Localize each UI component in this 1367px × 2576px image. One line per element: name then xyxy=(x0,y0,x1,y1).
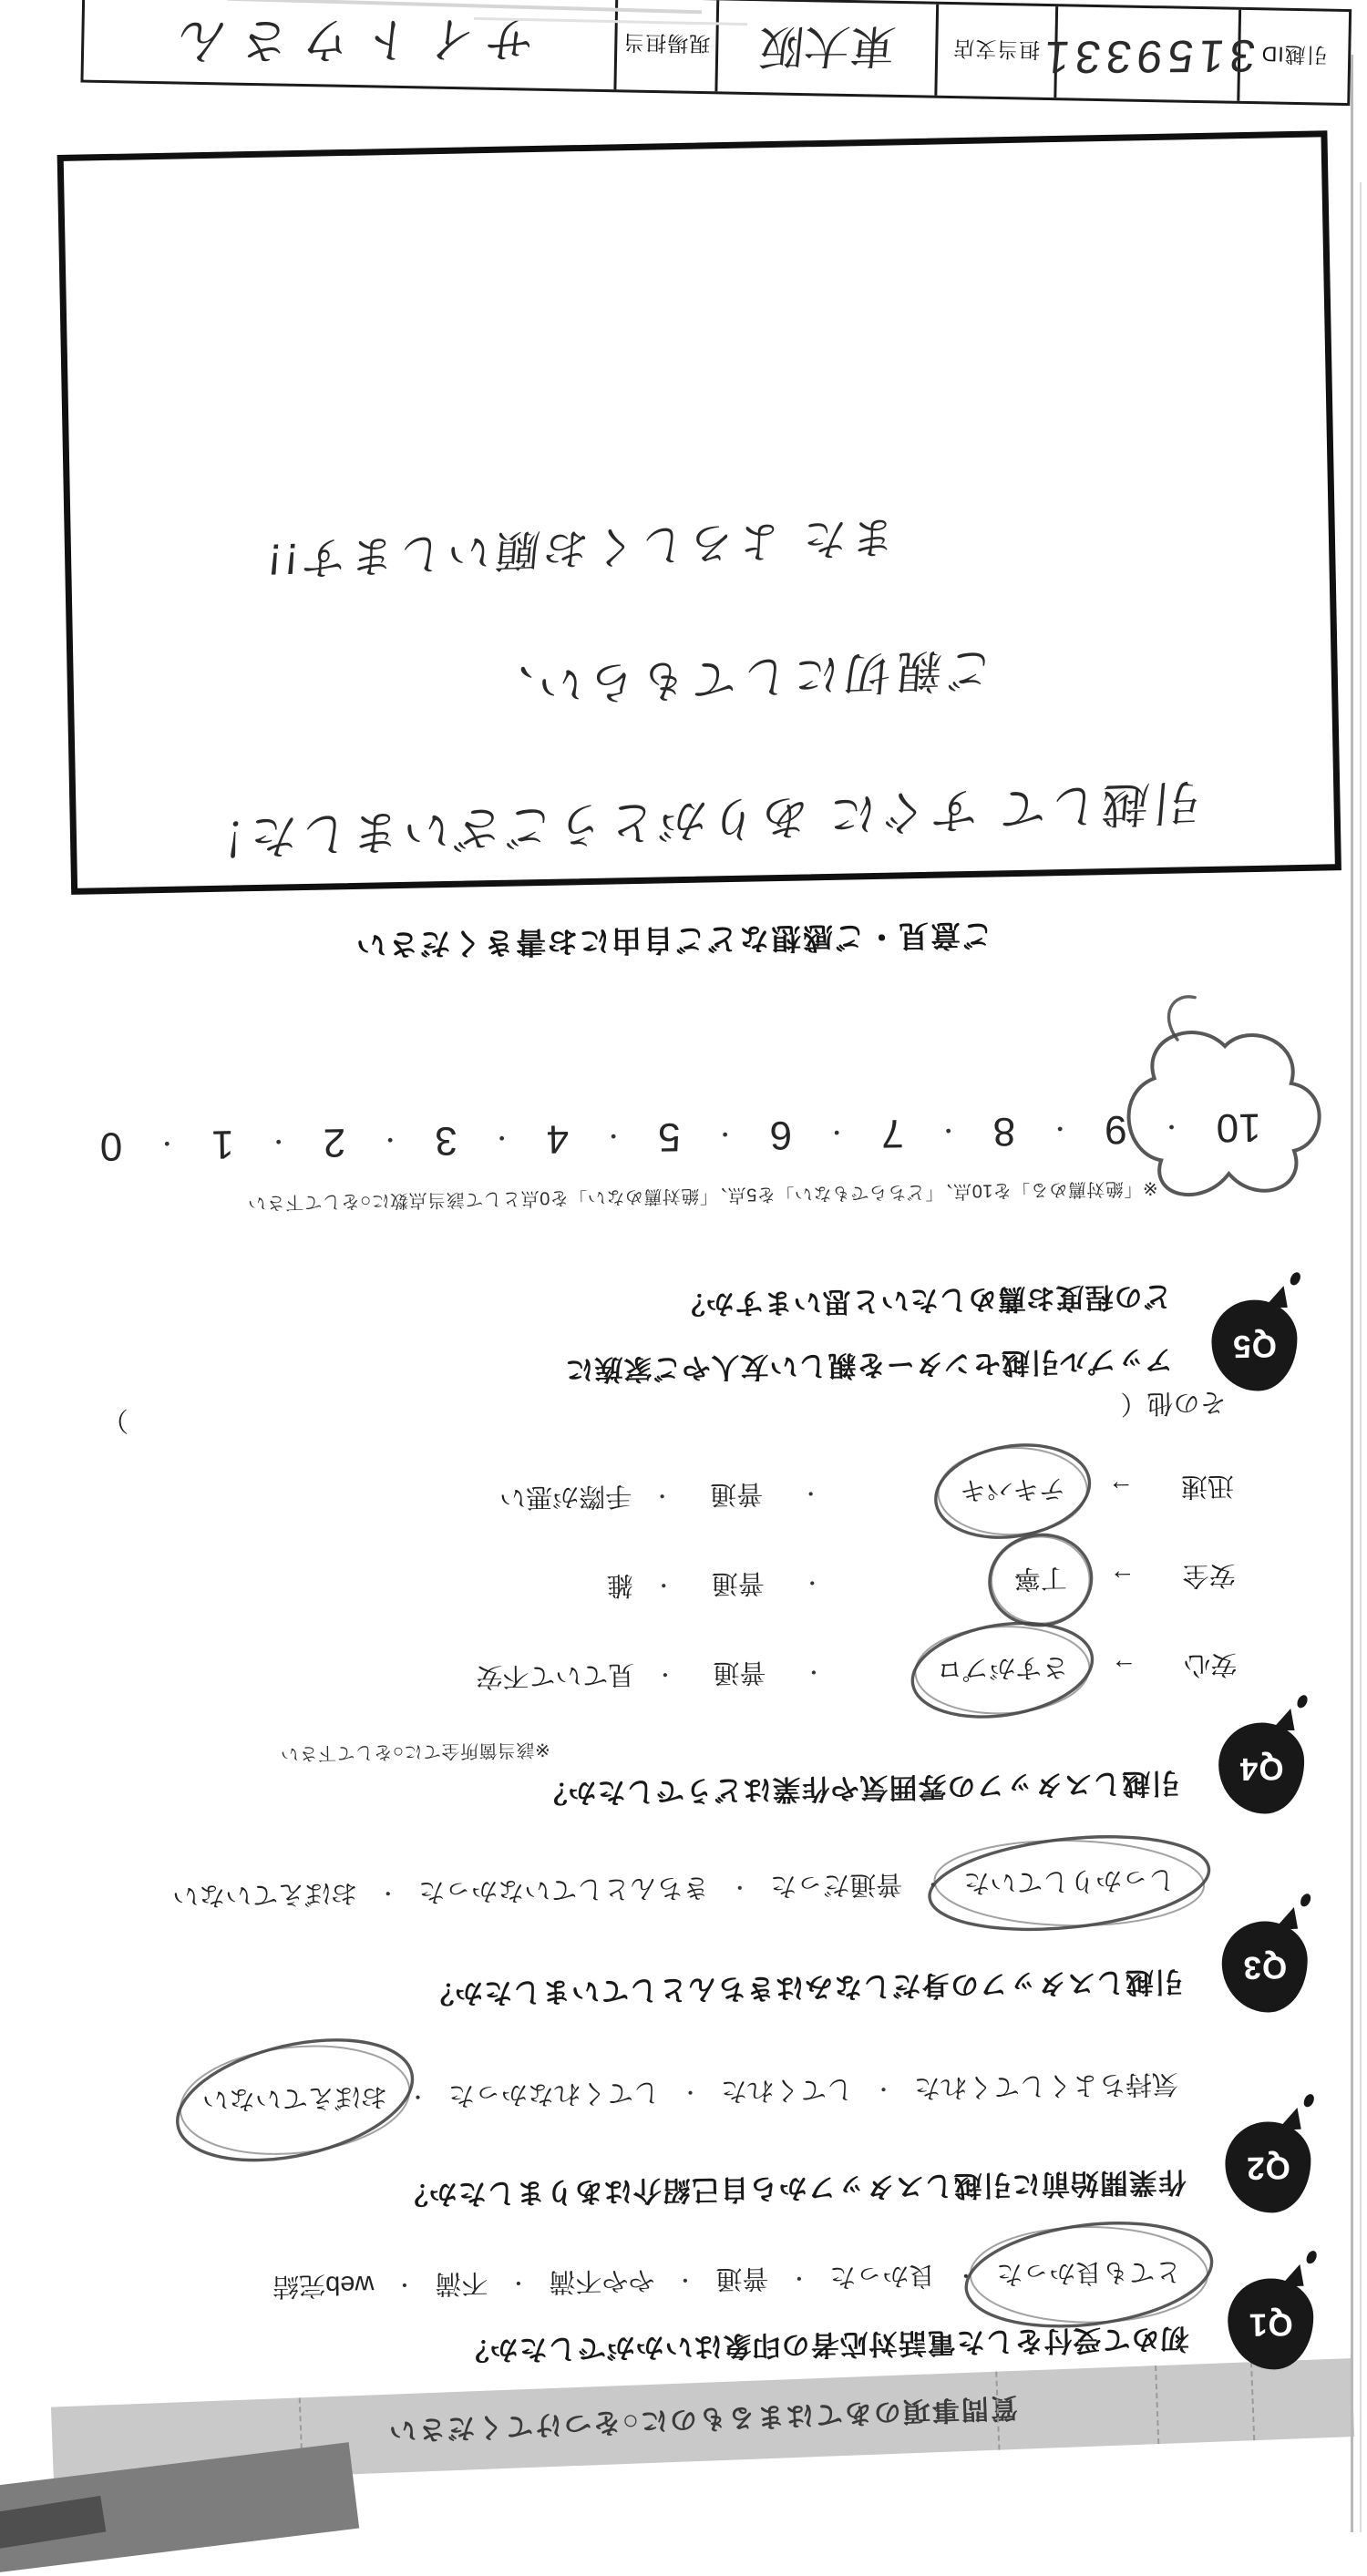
option-separator: ・ xyxy=(788,2265,810,2291)
scale-point: 2 xyxy=(323,1120,346,1165)
pen-circle-mark xyxy=(986,1532,1095,1629)
option: おぼえていない xyxy=(196,2077,395,2123)
q3-badge-icon xyxy=(1221,1921,1309,2014)
scale-separator: ・ xyxy=(713,1120,737,1148)
q-badge-dot-icon xyxy=(1304,2249,1319,2265)
scale-separator: ・ xyxy=(824,1118,849,1146)
instruction-bar-text: 質問事項のあてはまるものに○をつけてください xyxy=(386,2391,1019,2446)
q2-badge-icon xyxy=(1225,2121,1312,2214)
footer-value-cell xyxy=(1036,6,1259,101)
scale-separator: ・ xyxy=(601,1122,626,1150)
q4-row-label: 迅速 xyxy=(1180,1471,1235,1501)
q-badge-tail-icon xyxy=(1277,2108,1300,2130)
q-badge-dot-icon xyxy=(1299,1892,1313,1908)
scale-point: 6 xyxy=(769,1113,793,1158)
question-text: 引越しスタッフの身だしなみはきちんとしていましたか？ xyxy=(424,1965,1184,2010)
option-separator: ・ xyxy=(679,2079,702,2105)
question-text: どの程度お薦めしたいと思いますか？ xyxy=(675,1280,1172,1321)
q-badge-label: Q1 xyxy=(1248,2306,1294,2343)
q4-row xyxy=(600,1554,1236,1611)
option-separator: ・ xyxy=(653,1573,675,1597)
option xyxy=(835,1467,1076,1517)
option: 普通 xyxy=(709,1478,764,1509)
pen-circle-mark xyxy=(171,2040,418,2160)
q-badge-dot-icon xyxy=(1295,1693,1310,1709)
option-separator: ・ xyxy=(801,1570,823,1595)
footer-handwritten-value: 東大阪 xyxy=(755,19,899,73)
arrow-right-icon: → xyxy=(1107,1475,1135,1504)
footer-value-cell xyxy=(714,0,936,95)
footer-label-cell xyxy=(934,5,1055,97)
option-text: 丁寧 xyxy=(1010,1559,1071,1601)
option-separator: ・ xyxy=(406,2084,429,2109)
option: 見ていて不安 xyxy=(476,1658,635,1691)
scale-point: 8 xyxy=(992,1108,1016,1155)
question-text: 作業開始前に引越しスタッフから自己紹介はありましたか？ xyxy=(398,2165,1187,2212)
nps-scale xyxy=(94,1102,1267,1170)
option: 普通 xyxy=(715,2263,769,2294)
bar-divider xyxy=(1155,2366,1159,2444)
option: 普通 xyxy=(713,1657,766,1688)
option-separator: ・ xyxy=(508,2270,529,2295)
pen-circle-mark xyxy=(961,2220,1216,2329)
handwritten-comment-line: また よろしくお願いします!! xyxy=(262,511,898,584)
scale-point: 7 xyxy=(880,1110,905,1156)
q4-other xyxy=(101,1382,1233,1435)
all-apply-note: ※該当箇所全てに○をして下さい xyxy=(280,1739,550,1764)
question-text: 初めて受付をした電話対応者の印象はいかがでしたか？ xyxy=(459,2322,1189,2367)
q-badge-label: Q3 xyxy=(1242,1949,1288,1986)
option: してくれた xyxy=(720,2074,854,2106)
option: web完結 xyxy=(272,2269,375,2301)
option-separator: ・ xyxy=(651,1483,673,1508)
scale-separator: ・ xyxy=(1159,1113,1184,1141)
option: 良かった xyxy=(829,2260,936,2292)
footer-label: 引越ID xyxy=(1260,42,1328,68)
handwritten-comment-line: 引越して すぐに ありがとうございました！ xyxy=(192,774,1203,865)
q1-badge-icon xyxy=(1228,2278,1315,2371)
option-separator: ・ xyxy=(654,1662,676,1687)
scale-separator: ・ xyxy=(936,1116,961,1144)
footer-value-cell xyxy=(84,0,616,89)
scale-point: 1 xyxy=(211,1122,235,1167)
footer-handwritten-value: 3159331 xyxy=(1036,30,1259,83)
option-separator: ・ xyxy=(872,2077,895,2101)
option xyxy=(836,1556,1077,1606)
arrow-right-icon: → xyxy=(1111,1654,1137,1683)
footer-id-table xyxy=(80,0,1352,106)
q-badge-dot-icon xyxy=(1288,1270,1302,1287)
option-text: さすがプロ xyxy=(932,1648,1073,1692)
q-badge-label: Q4 xyxy=(1239,1750,1284,1787)
q-badge-tail-icon xyxy=(1274,1907,1298,1929)
scale-point: 3 xyxy=(434,1118,458,1164)
q-badge-label: Q2 xyxy=(1245,2150,1291,2186)
scale-point: 10 xyxy=(1210,1102,1267,1152)
option: してくれなかった xyxy=(447,2077,661,2110)
option: やや不満 xyxy=(549,2264,655,2296)
footer-handwritten-value: サイトウさん xyxy=(161,11,537,69)
q4-row xyxy=(469,1643,1238,1702)
option xyxy=(838,1646,1079,1696)
option-text: テキパキ xyxy=(956,1470,1070,1513)
q1-options xyxy=(266,2252,1188,2310)
option-separator: ・ xyxy=(674,2267,696,2293)
option-separator: ・ xyxy=(922,1872,944,1896)
pen-circle-mark xyxy=(909,1621,1097,1719)
arrow-right-icon: → xyxy=(1109,1565,1136,1594)
q-badge-tail-icon xyxy=(1270,1709,1294,1730)
option: おぼえていない xyxy=(172,1878,358,1911)
option: きちんとしていなかった xyxy=(418,1872,710,1906)
q-badge-dot-icon xyxy=(1301,2092,1316,2109)
paper-edge-line xyxy=(1360,182,1362,2532)
option-separator: ・ xyxy=(394,2273,416,2297)
footer-label: 担当支店 xyxy=(952,36,1041,63)
option: 雑 xyxy=(606,1569,634,1600)
q-badge-tail-icon xyxy=(1263,1286,1287,1308)
scale-separator: ・ xyxy=(377,1125,403,1155)
option: しっかりしていた xyxy=(957,1860,1182,1906)
scale-point: 5 xyxy=(657,1114,682,1160)
q3-options xyxy=(166,1860,1182,1919)
scale-separator: ・ xyxy=(154,1129,180,1158)
handwritten-comment-line: ご親切にしてもらい、 xyxy=(479,642,995,713)
paper-edge-line xyxy=(1351,55,1353,2532)
q5-badge-icon xyxy=(1211,1299,1299,1392)
scale-separator: ・ xyxy=(266,1127,291,1156)
option-separator: ・ xyxy=(955,2263,977,2288)
bar-divider xyxy=(1250,2362,1255,2440)
option-separator: ・ xyxy=(729,1874,751,1900)
question-text: 引越しスタッフの雰囲気や作業はどうでしたか？ xyxy=(538,1767,1180,1810)
scale-point: 4 xyxy=(546,1116,570,1162)
option-separator: ・ xyxy=(799,1481,822,1505)
q4-row-label: 安心 xyxy=(1184,1648,1238,1679)
q4-row-label: 安全 xyxy=(1182,1560,1236,1590)
scale-separator: ・ xyxy=(1047,1114,1073,1143)
score-note: ※「絶対薦める」を10点、「どちらでもない」を5点、「絶対薦めない」を0点として該当点数に○をして下さい xyxy=(247,1177,1158,1213)
option: 気持ちよくしてくれた xyxy=(913,2068,1179,2102)
option: 普通だった xyxy=(769,1869,903,1901)
q4-badge-icon xyxy=(1218,1722,1305,1815)
footer-label: 現場担当 xyxy=(622,30,711,56)
other-close-paren: ） xyxy=(101,1405,128,1435)
q-badge-tail-icon xyxy=(1280,2264,1303,2286)
q4-row xyxy=(493,1464,1235,1523)
other-label: その他（ xyxy=(1120,1387,1227,1419)
pen-circle-mark xyxy=(925,1833,1213,1932)
option: とても良かった xyxy=(990,2252,1188,2298)
question-text: アップル引越センターを親しい友人やご家族に xyxy=(564,1344,1174,1387)
q-badge-label: Q5 xyxy=(1231,1328,1278,1365)
q2-options xyxy=(196,2064,1186,2123)
option: 不満 xyxy=(435,2267,488,2298)
scale-point: 9 xyxy=(1104,1106,1128,1153)
pen-circle-mark xyxy=(931,1442,1094,1541)
option: 手際が悪い xyxy=(498,1480,632,1513)
option-separator: ・ xyxy=(377,1881,399,1905)
option-separator: ・ xyxy=(803,1659,825,1684)
option: 普通 xyxy=(711,1567,766,1598)
comment-section-label: ご意見・ご感想などご自由にお書きください xyxy=(354,918,993,962)
scale-separator: ・ xyxy=(489,1124,514,1152)
scale-point: 0 xyxy=(99,1124,123,1169)
